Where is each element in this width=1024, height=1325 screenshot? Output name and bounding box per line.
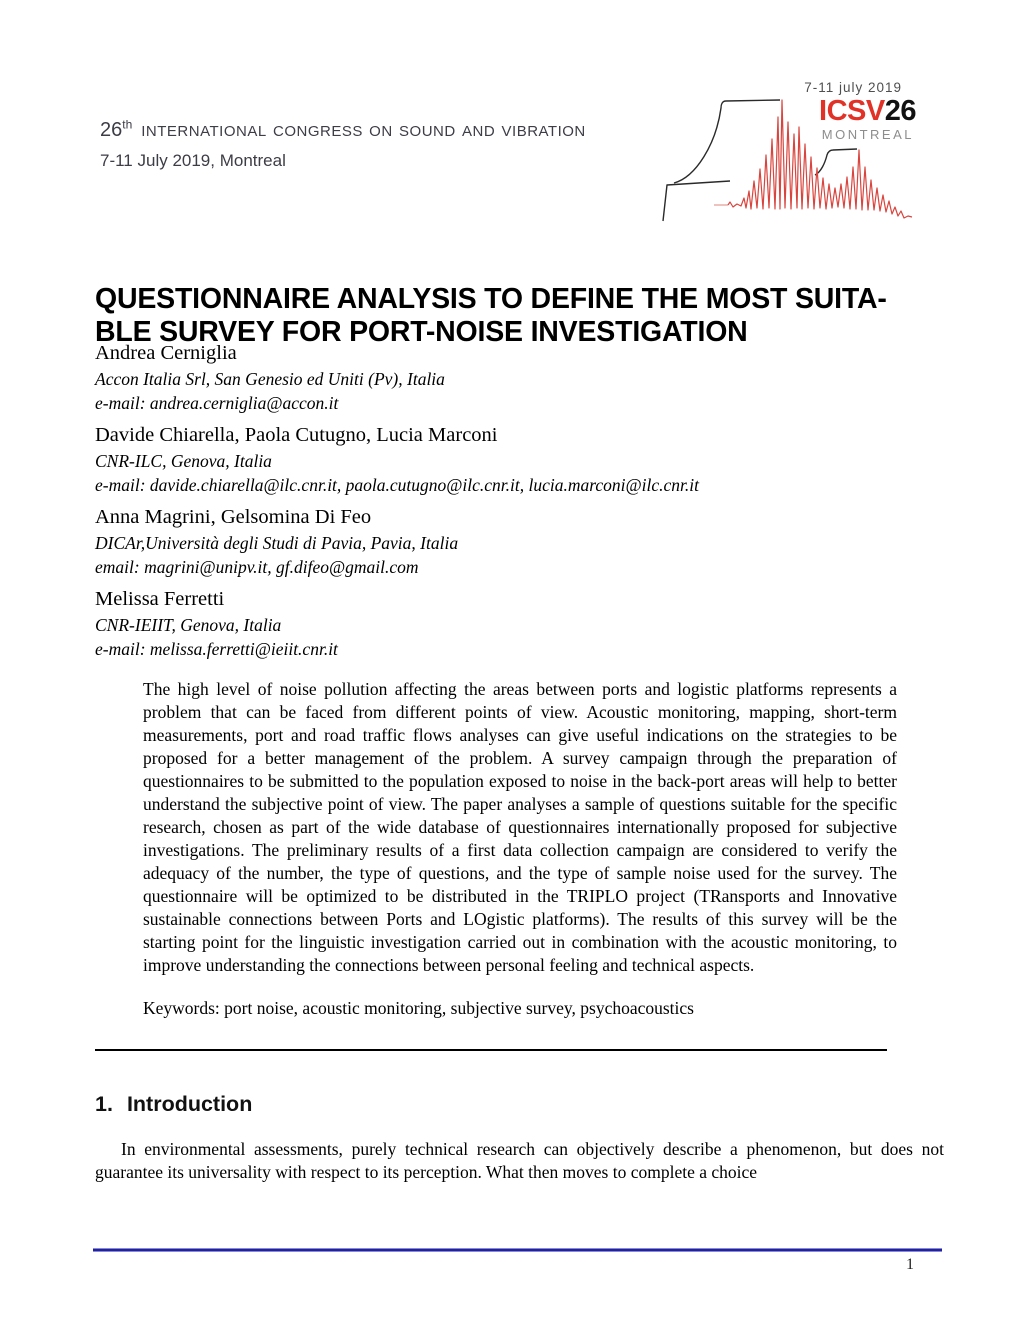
author-block: [95, 504, 935, 579]
paper-title-line-2: BLE SURVEY FOR PORT-NOISE INVESTIGATION: [95, 316, 748, 349]
footer-rule: [93, 1248, 942, 1252]
keywords-line: Keywords: port noise, acoustic monitoring, subjective survey, psychoacoustics: [143, 998, 694, 1018]
congress-number: 26: [100, 119, 123, 141]
logo-date: 7-11 july 2019: [804, 80, 902, 95]
congress-title: international congress on sound and vibration: [141, 118, 586, 141]
congress-ordinal: th: [122, 117, 133, 132]
author-names: Melissa Ferretti: [95, 588, 225, 610]
author-names: Davide Chiarella, Paola Cutugno, Lucia Marconi: [95, 424, 498, 446]
paper-title-line-1: QUESTIONNAIRE ANALYSIS TO DEFINE THE MOST SUITA-: [95, 283, 887, 316]
author-affiliation: CNR-ILC, Genova, Italia: [95, 451, 272, 471]
author-affiliation: CNR-IEIIT, Genova, Italia: [95, 615, 282, 635]
abstract-section: [143, 678, 897, 1019]
author-affiliation: DICAr,Università degli Studi di Pavia, Pavia, Italia: [95, 533, 459, 553]
section-heading-introduction: [95, 1092, 252, 1117]
logo-text-block: [804, 80, 916, 142]
introduction-paragraph: In environmental assessments, purely technical research can objectively describe a phenomenon, but does not guarantee its universality with respect to its perception. What then moves to complete a choice: [95, 1139, 944, 1182]
congress-date-location: 7-11 July 2019, Montreal: [100, 151, 286, 170]
author-email: e-mail: andrea.cerniglia@accon.it: [95, 393, 339, 413]
logo-acronym: [804, 96, 916, 126]
conference-header: [100, 118, 586, 171]
page-number: 1: [906, 1256, 914, 1273]
author-affiliation: Accon Italia Srl, San Genesio ed Uniti (Pv), Italia: [95, 369, 445, 389]
logo-acronym-icsv: ICSV: [819, 95, 885, 127]
abstract-text: The high level of noise pollution affecting the areas between ports and logistic platforms represents a problem that can be faced from different points of view. Acoustic monitoring, mapping, short-term measurements, port and road traffic flows analyses can give useful indications on the strategies to be proposed for a better management of the problem. A survey campaign through the preparation of questionnaires to be submitted to the population exposed to noise in the back-port areas will help to better understand the subjective point of view. The paper analyses a sample of questions suitable for the specific research, chosen as part of the wide database of questionnaires internationally proposed for subjective investigations. The preliminary results of a first data collection campaign are considered to verify the adequacy of the number, the type of questions, and the type of sample noise used for the survey. The questionnaire will be optimized to be distributed in the TRIPLO project (TRansports and Innovative sustainable connections between Ports and LOgistic platforms). The results of this survey will be the starting point for the linguistic investigation carried out in combination with the acoustic monitoring, to improve understanding the connections between personal feeling and technical aspects.: [143, 679, 897, 975]
author-email: email: magrini@unipv.it, gf.difeo@gmail.com: [95, 557, 419, 577]
author-block: [95, 422, 935, 497]
section-divider-rule: [95, 1049, 887, 1051]
logo-acronym-26: 26: [884, 95, 916, 127]
author-email: e-mail: melissa.ferretti@ieiit.cnr.it: [95, 639, 338, 659]
author-names: Anna Magrini, Gelsomina Di Feo: [95, 506, 372, 528]
section-title: Introduction: [126, 1092, 253, 1116]
section-number: 1.: [95, 1092, 113, 1116]
author-email: e-mail: davide.chiarella@ilc.cnr.it, paola.cutugno@ilc.cnr.it, lucia.marconi@ilc.cnr.it: [95, 475, 699, 495]
icsv26-logo: [658, 80, 916, 230]
logo-city: MONTREAL: [821, 127, 914, 142]
author-block: [95, 586, 935, 661]
congress-name-line: [100, 118, 586, 142]
author-names: Andrea Cerniglia: [95, 342, 237, 364]
author-block: [95, 340, 935, 415]
authors-section: [95, 340, 935, 661]
